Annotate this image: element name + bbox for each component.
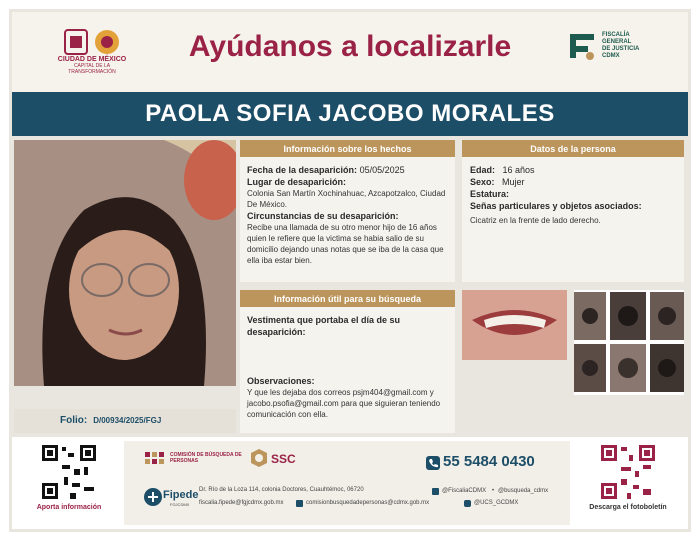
tattoo-gallery [574, 290, 684, 395]
fgj-line4: CDMX [602, 53, 620, 59]
smile-photo-image [462, 290, 567, 360]
tattoo-grid-image [574, 290, 684, 395]
comision-label: COMISIÓN DE BÚSQUEDA DE PERSONAS [170, 452, 242, 464]
fgj-line1: FISCALÍA [602, 32, 630, 38]
cdmx-sub: CAPITAL DE LA TRANSFORMACIÓN [68, 63, 116, 75]
cdmx-name: CIUDAD DE MÉXICO [57, 56, 127, 63]
social-fiscalia[interactable]: @FiscaliaCDMX [442, 488, 487, 494]
fgj-line3: DE JUSTICIA [602, 46, 640, 52]
sexo-value: Mujer [502, 177, 525, 187]
folio-value: D/00934/2025/FGJ [93, 416, 162, 425]
hechos-heading: Información sobre los hechos [240, 140, 455, 157]
estatura-label: Estatura: [470, 189, 510, 199]
mail-icon [296, 500, 303, 507]
lugar-value: Colonia San Martín Xochinahuac, Azcapotzalco, Ciudad De México. [247, 189, 446, 209]
address: Dr. Río de la Loza 114, colonia Doctores, Cuauhtémoc, 06720 [199, 487, 364, 493]
qr-code-icon [40, 443, 98, 501]
person-photo [14, 140, 236, 386]
datos-body [470, 164, 680, 226]
vestimenta-block [247, 314, 447, 338]
fecha-value: 05/05/2025 [359, 165, 405, 175]
circ-value: Recibe una llamada de su otro menor hijo de 16 años quien le refiere que la victima se habia salio de su domicilio dejando unas notas que se iba de la casa que ella iba estar bien. [247, 223, 444, 265]
obs-value: Y que les dejaba dos correos psjm404@gmail.com y jacobo.psofia@gmail.com para que siguieran teniendo comunicación con ella. [247, 388, 441, 419]
ssc-label: SSC [271, 452, 296, 466]
sexo-label: Sexo: [470, 177, 495, 187]
obs-label: Observaciones: [247, 376, 315, 386]
descarga-label[interactable]: Descarga el fotoboletín [589, 504, 667, 511]
social-dot: • [492, 488, 495, 494]
folio-label: Folio: [60, 415, 88, 426]
phone-number[interactable]: 55 5484 0430 [443, 453, 535, 470]
qr-code-icon [599, 443, 657, 501]
page-title: Ayúdanos a localizarle [188, 30, 512, 63]
person-name: PAOLA SOFIA JACOBO MORALES [145, 100, 555, 127]
edad-label: Edad: [470, 165, 496, 175]
fipede-sub: FGJCDMX [170, 502, 190, 507]
fipede-logo-icon [143, 487, 163, 507]
person-photo-image [14, 140, 236, 386]
folio [14, 409, 236, 433]
fecha-label: Fecha de la desaparición: [247, 165, 358, 175]
qr-aporta[interactable] [40, 443, 98, 501]
edad-value: 16 años [502, 165, 535, 175]
datos-heading: Datos de la persona [462, 140, 684, 157]
email-fipede[interactable]: fiscalia.fipede@fgjcdmx.gob.mx [199, 500, 284, 506]
busqueda-heading: Información útil para su búsqueda [240, 290, 455, 307]
cdmx-logo [50, 26, 134, 75]
comision-logo-icon [145, 452, 167, 468]
social-ucs[interactable]: @UCS_GCDMX [474, 500, 519, 506]
ssc-logo-icon [250, 449, 268, 467]
instagram-icon [464, 500, 471, 507]
aporta-label[interactable]: Aporta información [36, 504, 102, 511]
senas-value: Cicatriz en la frente de lado derecho. [470, 216, 601, 225]
smile-photo [462, 290, 567, 360]
cdmx-emblem-icon [57, 26, 127, 58]
fipede-label: Fipede [163, 489, 199, 501]
fgj-emblem-icon [566, 30, 598, 62]
fgj-text [602, 32, 639, 60]
lugar-label: Lugar de desaparición: [247, 177, 347, 187]
email-comision[interactable]: comisionbusquedadepersonas@cdmx.gob.mx [306, 500, 430, 506]
social-busqueda[interactable]: @busqueda_cdmx [498, 488, 549, 494]
hechos-body [247, 164, 452, 266]
vestimenta-label: Vestimenta que portaba el día de su desaparición: [247, 315, 401, 337]
x-logo-icon [432, 488, 439, 495]
fgj-line2: GENERAL [602, 39, 632, 45]
phone-icon [426, 456, 440, 470]
qr-descarga[interactable] [599, 443, 657, 501]
senas-label: Señas particulares y objetos asociados: [470, 201, 642, 211]
circ-label: Circunstancias de su desaparición: [247, 211, 399, 221]
observaciones-block [247, 375, 452, 420]
